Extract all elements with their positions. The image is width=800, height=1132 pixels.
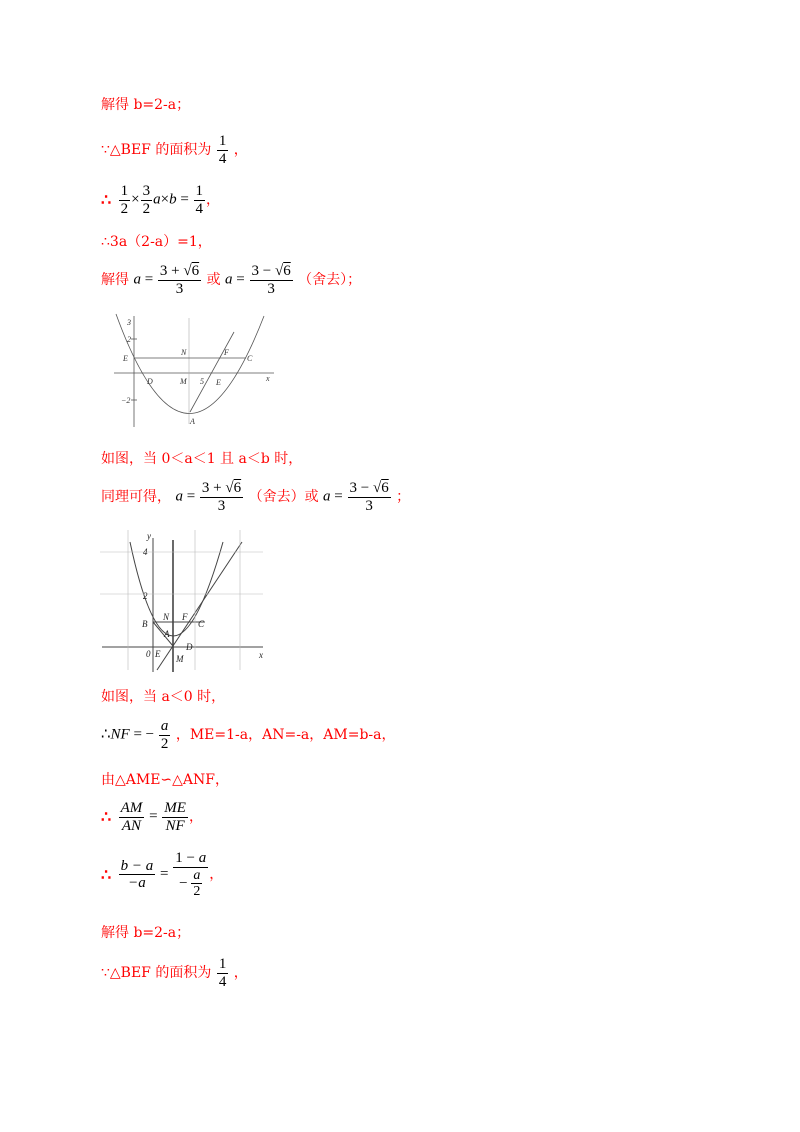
label-D: D	[147, 377, 153, 386]
solve-b-2-text: 解得 b=2-a；	[101, 925, 191, 941]
line-solve-b	[101, 98, 190, 112]
line-ratio-substituted: ∴ $\frac{b - a}{-a}$ = 1 − a − $\frac{a}{2}$ ，	[101, 850, 224, 899]
line-ratio: ∴ $\frac{AM}{AN}$ = $\frac{ME}{NF}$ ，	[101, 800, 203, 834]
line-segment-lengths: ∴NF = − $\frac{a}{2}$ ，ME=1-a，AN=-a，AM=b-a，	[101, 718, 396, 752]
line-solve-b-text: 解得 b=2-a；	[101, 97, 191, 113]
label-M: M	[176, 654, 184, 664]
label-F: F	[182, 612, 188, 622]
svg-text:−2: −2	[121, 396, 131, 405]
area-statement: ∵△BEF 的面积为	[101, 142, 212, 158]
line-solve-a: 解得 a = $\frac{3 + √6}{3}$ 或 a = $\frac{3 - √6}{3}$ （舍去）；	[101, 263, 362, 297]
label-F: F	[224, 348, 229, 357]
line-case-0-a-1	[101, 452, 302, 466]
svg-text:3: 3	[127, 318, 131, 327]
fraction-one-quarter: $\frac{1}{4}$	[218, 133, 227, 167]
case-negative-text: 如图，当 a＜0 时，	[101, 689, 226, 705]
label-N: N	[181, 348, 187, 357]
therefore-symbol: ∴	[101, 190, 112, 209]
svg-text:y: y	[147, 531, 151, 541]
line-case-a-negative	[101, 690, 225, 704]
label-A: A	[190, 417, 195, 426]
svg-text:x: x	[259, 650, 263, 660]
similar-triangles-text: 由△AME∽△ANF，	[101, 772, 230, 788]
svg-text:5: 5	[200, 377, 204, 386]
parabola-figure-2	[100, 530, 270, 675]
segment-lengths-text: ，ME=1-a，AN=-a，AM=b-a，	[175, 727, 396, 743]
svg-text:x: x	[266, 374, 270, 383]
case-statement: 如图，当 0＜a＜1 且 a＜b 时，	[101, 451, 303, 467]
label-E: E	[155, 649, 161, 659]
label-A: A	[164, 629, 170, 639]
equation-3a-text: ∴3a（2-a）=1，	[101, 234, 212, 250]
svg-text:0: 0	[146, 649, 151, 659]
line-similarly: 同理可得， a = $\frac{3 + √6}{3}$ （舍去）或 a = $\frac{3 - √6}{3}$ ；	[101, 480, 411, 514]
label-M: M	[180, 377, 187, 386]
parabola-figure-1	[112, 312, 280, 430]
line-area-equation: ∴ $\frac{1}{2}$ × $\frac{3}{2}$ a×b = $\frac{1}{4}$ ，	[101, 183, 221, 217]
label-C: C	[198, 619, 205, 629]
svg-text:4: 4	[143, 547, 148, 557]
svg-text:2: 2	[143, 591, 148, 601]
label-E: E	[123, 354, 128, 363]
line-area-bef: ∵△BEF 的面积为 $\frac{1}{4}$ ，	[101, 133, 248, 167]
line-solve-b-2	[101, 926, 190, 940]
label-D: D	[186, 642, 193, 652]
line-area-bef-2: ∵△BEF 的面积为 $\frac{1}{4}$ ，	[101, 956, 248, 990]
line-equation-3a	[101, 235, 212, 249]
label-N: N	[163, 612, 170, 622]
label-B: B	[142, 619, 148, 629]
label-E2: E	[216, 378, 221, 387]
svg-text:2: 2	[127, 335, 131, 344]
label-C: C	[247, 354, 253, 363]
line-similar-triangles	[101, 773, 229, 787]
